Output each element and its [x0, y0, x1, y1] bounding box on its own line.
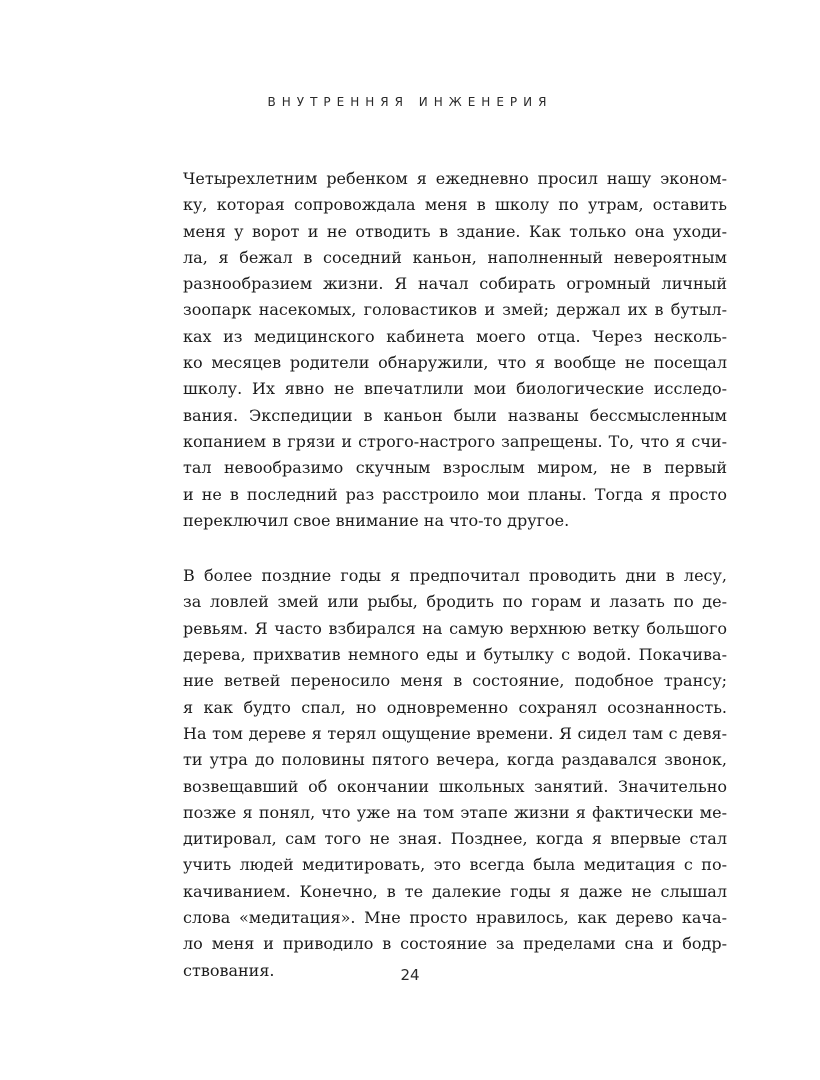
- text-line: возвещавший об окончании школьных занятий. Значительно: [183, 776, 727, 796]
- text-line: ла, я бежал в соседний каньон, наполненный невероятным: [183, 247, 727, 267]
- text-line: ствования.: [183, 960, 275, 980]
- text-line: ревьям. Я часто взбирался на самую верхнюю ветку большого: [183, 618, 727, 638]
- text-line: разнообразием жизни. Я начал собирать огромный личный: [183, 274, 727, 294]
- paragraph: [183, 563, 727, 984]
- text-line: переключил свое внимание на что-то другое.: [183, 510, 570, 530]
- text-line: На том дереве я терял ощущение времени. Я сидел там с девя-: [183, 723, 727, 743]
- text-line: меня у ворот и не отводить в здание. Как только она уходи-: [183, 221, 727, 241]
- text-line: позже я понял, что уже на том этапе жизни я фактически ме-: [183, 802, 727, 822]
- page-number: 24: [400, 966, 420, 984]
- text-line: ко месяцев родители обнаружили, что я вообще не посещал: [183, 353, 727, 373]
- running-head: ВНУТРЕННЯЯ ИНЖЕНЕРИЯ: [267, 95, 553, 109]
- text-line: за ловлей змей или рыбы, бродить по горам и лазать по де-: [183, 592, 727, 612]
- text-line: учить людей медитировать, это всегда была медитация с по-: [183, 855, 727, 875]
- text-line: я как будто спал, но одновременно сохранял осознанность.: [183, 697, 727, 717]
- text-line: зоопарк насекомых, головастиков и змей; держал их в бутыл-: [183, 300, 727, 320]
- text-line: качиванием. Конечно, в те далекие годы я даже не слышал: [183, 881, 727, 901]
- text-line: слова «медитация». Мне просто нравилось, как дерево кача-: [183, 908, 727, 928]
- text-line: тал невообразимо скучным взрослым миром, не в первый: [183, 458, 727, 478]
- text-line: Четырехлетним ребенком я ежедневно просил нашу эконом-: [183, 169, 727, 188]
- text-line: копанием в грязи и строго-настрого запрещены. То, что я счи-: [183, 431, 727, 451]
- text-line: ти утра до половины пятого вечера, когда раздавался звонок,: [183, 750, 727, 770]
- text-line: вания. Экспедиции в каньон были названы бессмысленным: [183, 405, 727, 425]
- text-line: ку, которая сопровождала меня в школу по утрам, оставить: [183, 195, 727, 215]
- text-line: В более поздние годы я предпочитал проводить дни в лесу,: [183, 566, 727, 586]
- text-line: ло меня и приводило в состояние за пределами сна и бодр-: [183, 934, 727, 954]
- text-line: дитировал, сам того не зная. Позднее, когда я впервые стал: [183, 829, 727, 849]
- text-line: ках из медицинского кабинета моего отца. Через несколь-: [183, 326, 727, 346]
- text-line: дерева, прихватив немного еды и бутылку с водой. Покачива-: [183, 645, 727, 665]
- paragraph: [183, 166, 727, 534]
- text-line: школу. Их явно не впечатлили мои биологические исследо-: [183, 379, 727, 399]
- body-text: [183, 166, 727, 984]
- text-line: ние ветвей переносило меня в состояние, подобное трансу;: [183, 671, 727, 691]
- text-line: и не в последний раз расстроило мои планы. Тогда я просто: [183, 484, 727, 504]
